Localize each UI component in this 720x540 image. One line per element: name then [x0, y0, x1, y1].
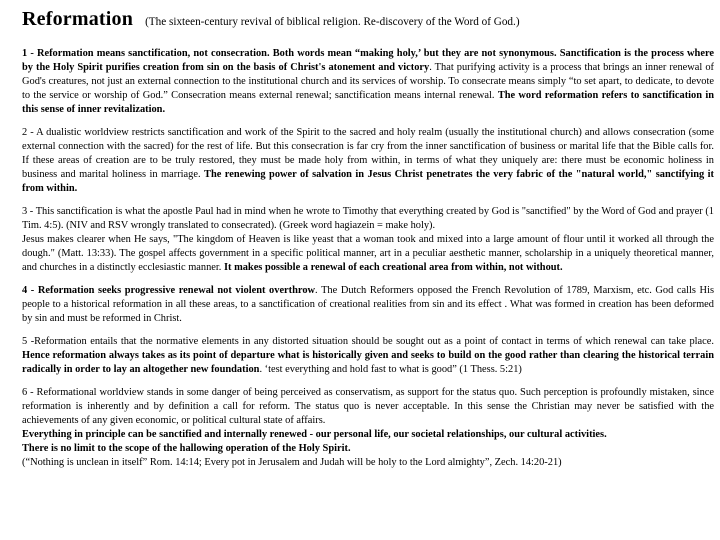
paragraph-5-emphasis: Hence reformation always takes as its point of departure what is historically given and seeks to build on the good rather than clearing the historical terrain radically in order to lay an altogether new foundation — [22, 350, 714, 375]
paragraph-6 — [22, 386, 714, 470]
paragraph-5-quote: . ‘test everything and hold fast to what is good” (1 Thess. 5:21) — [259, 364, 522, 375]
paragraph-4-lead: 4 - Reformation seeks progressive renewal not violent overthrow — [22, 285, 316, 296]
paragraph-1-conclusion: The word reformation refers to sanctification in this sense of inner revitalization. — [22, 90, 714, 115]
paragraph-6-emphasis-1: Everything in principle can be sanctified and internally renewed - our personal life, our societal relationships, our cultural activities. — [22, 429, 607, 440]
paragraph-5 — [22, 335, 714, 377]
paragraph-1-lead: 1 - Reformation means sanctification, not consecration. Both words mean “making holy,’ but they are not synonymous. Sanctification is the process where by the Holy Spirit purifies creation from sin on the basis of Christ's atonement and victory — [22, 48, 714, 73]
header — [22, 8, 714, 31]
paragraph-1 — [22, 47, 714, 117]
paragraph-5-body: 5 -Reformation entails that the normative elements in any distorted situation should be sought out as a point of contact in terms of which renewal can take place. — [22, 336, 714, 347]
paragraph-4-body: . The Dutch Reformers opposed the French Revolution of 1789, Marxism, etc. God calls His people to a historical reformation in all these areas, to a sanctification of creational realities from sin and its effect . What was formed in creation has been deformed by sin and must be reformed in Christ. — [22, 285, 714, 324]
paragraph-2-body: 2 - A dualistic worldview restricts sanctification and work of the Spirit to the sacred and holy realm (usually the institutional church) and allows consecration (some external connection with the sacred) for the rest of life. But this consecration is far cry from the inner sanctification of business or marital life that the Bible calls for. If these areas of creation are to be truly restored, they must be made holy from within, in terms of what they uniquely are: there must be economic holiness in business and marital holiness in marriage. — [22, 127, 714, 180]
paragraph-4 — [22, 284, 714, 326]
paragraph-3 — [22, 205, 714, 275]
paragraph-2 — [22, 126, 714, 196]
paragraph-6-references: (“Nothing is unclean in itself” Rom. 14:14; Every pot in Jerusalem and Judah will be holy to the Lord almighty”, Zech. 14:20-21) — [22, 457, 562, 468]
paragraph-3-body: 3 - This sanctification is what the apostle Paul had in mind when he wrote to Timothy that everything created by God is "sanctified" by the Word of God and prayer (1 Tim. 4:5). (NIV and RSV wrongly translated to consecrated). (Greek word hagiazein = make holy). — [22, 206, 714, 231]
paragraph-6-body: 6 - Reformational worldview stands in some danger of being perceived as conservatism, as support for the status quo. Such perception is profoundly mistaken, since reformation is inherently and by definition a call for reform. The status quo is never acceptable. In this sense the Christian may never be satisfied with the achievements of any given economic, or political cultural state of affairs. — [22, 387, 714, 426]
paragraph-3-conclusion: It makes possible a renewal of each creational area from within, not without. — [223, 262, 563, 273]
paragraph-3-body-2: Jesus makes clearer when He says, "The kingdom of Heaven is like yeast that a woman took and mixed into a large amount of flour until it worked all through the dough." (Matt. 13:33). The gospel affects government in a specific political manner, art in a peculiar aesthetic manner, scholarship in a uniquely theoretical manner, and churches in a distinctly ecclesiastic manner. — [22, 234, 714, 273]
page-subtitle: (The sixteen-century revival of biblical religion. Re-discovery of the Word of God.) — [145, 16, 520, 28]
page-title: Reformation — [22, 8, 134, 30]
paragraph-2-conclusion: The renewing power of salvation in Jesus Christ penetrates the very fabric of the "natural world," sanctifying it from within. — [22, 169, 715, 194]
paragraph-6-emphasis-2: There is no limit to the scope of the hallowing operation of the Holy Spirit. — [22, 443, 351, 454]
paragraph-1-body: . That purifying activity is a process that brings an inner renewal of God's creatures, not just an external connection to the institutional church and its services of worship. To consecrate means simply “to set apart, to dedicate, to devote to the service or worship of God.” Consecration means external renewal; sanctification means internal renewal. — [22, 62, 714, 101]
